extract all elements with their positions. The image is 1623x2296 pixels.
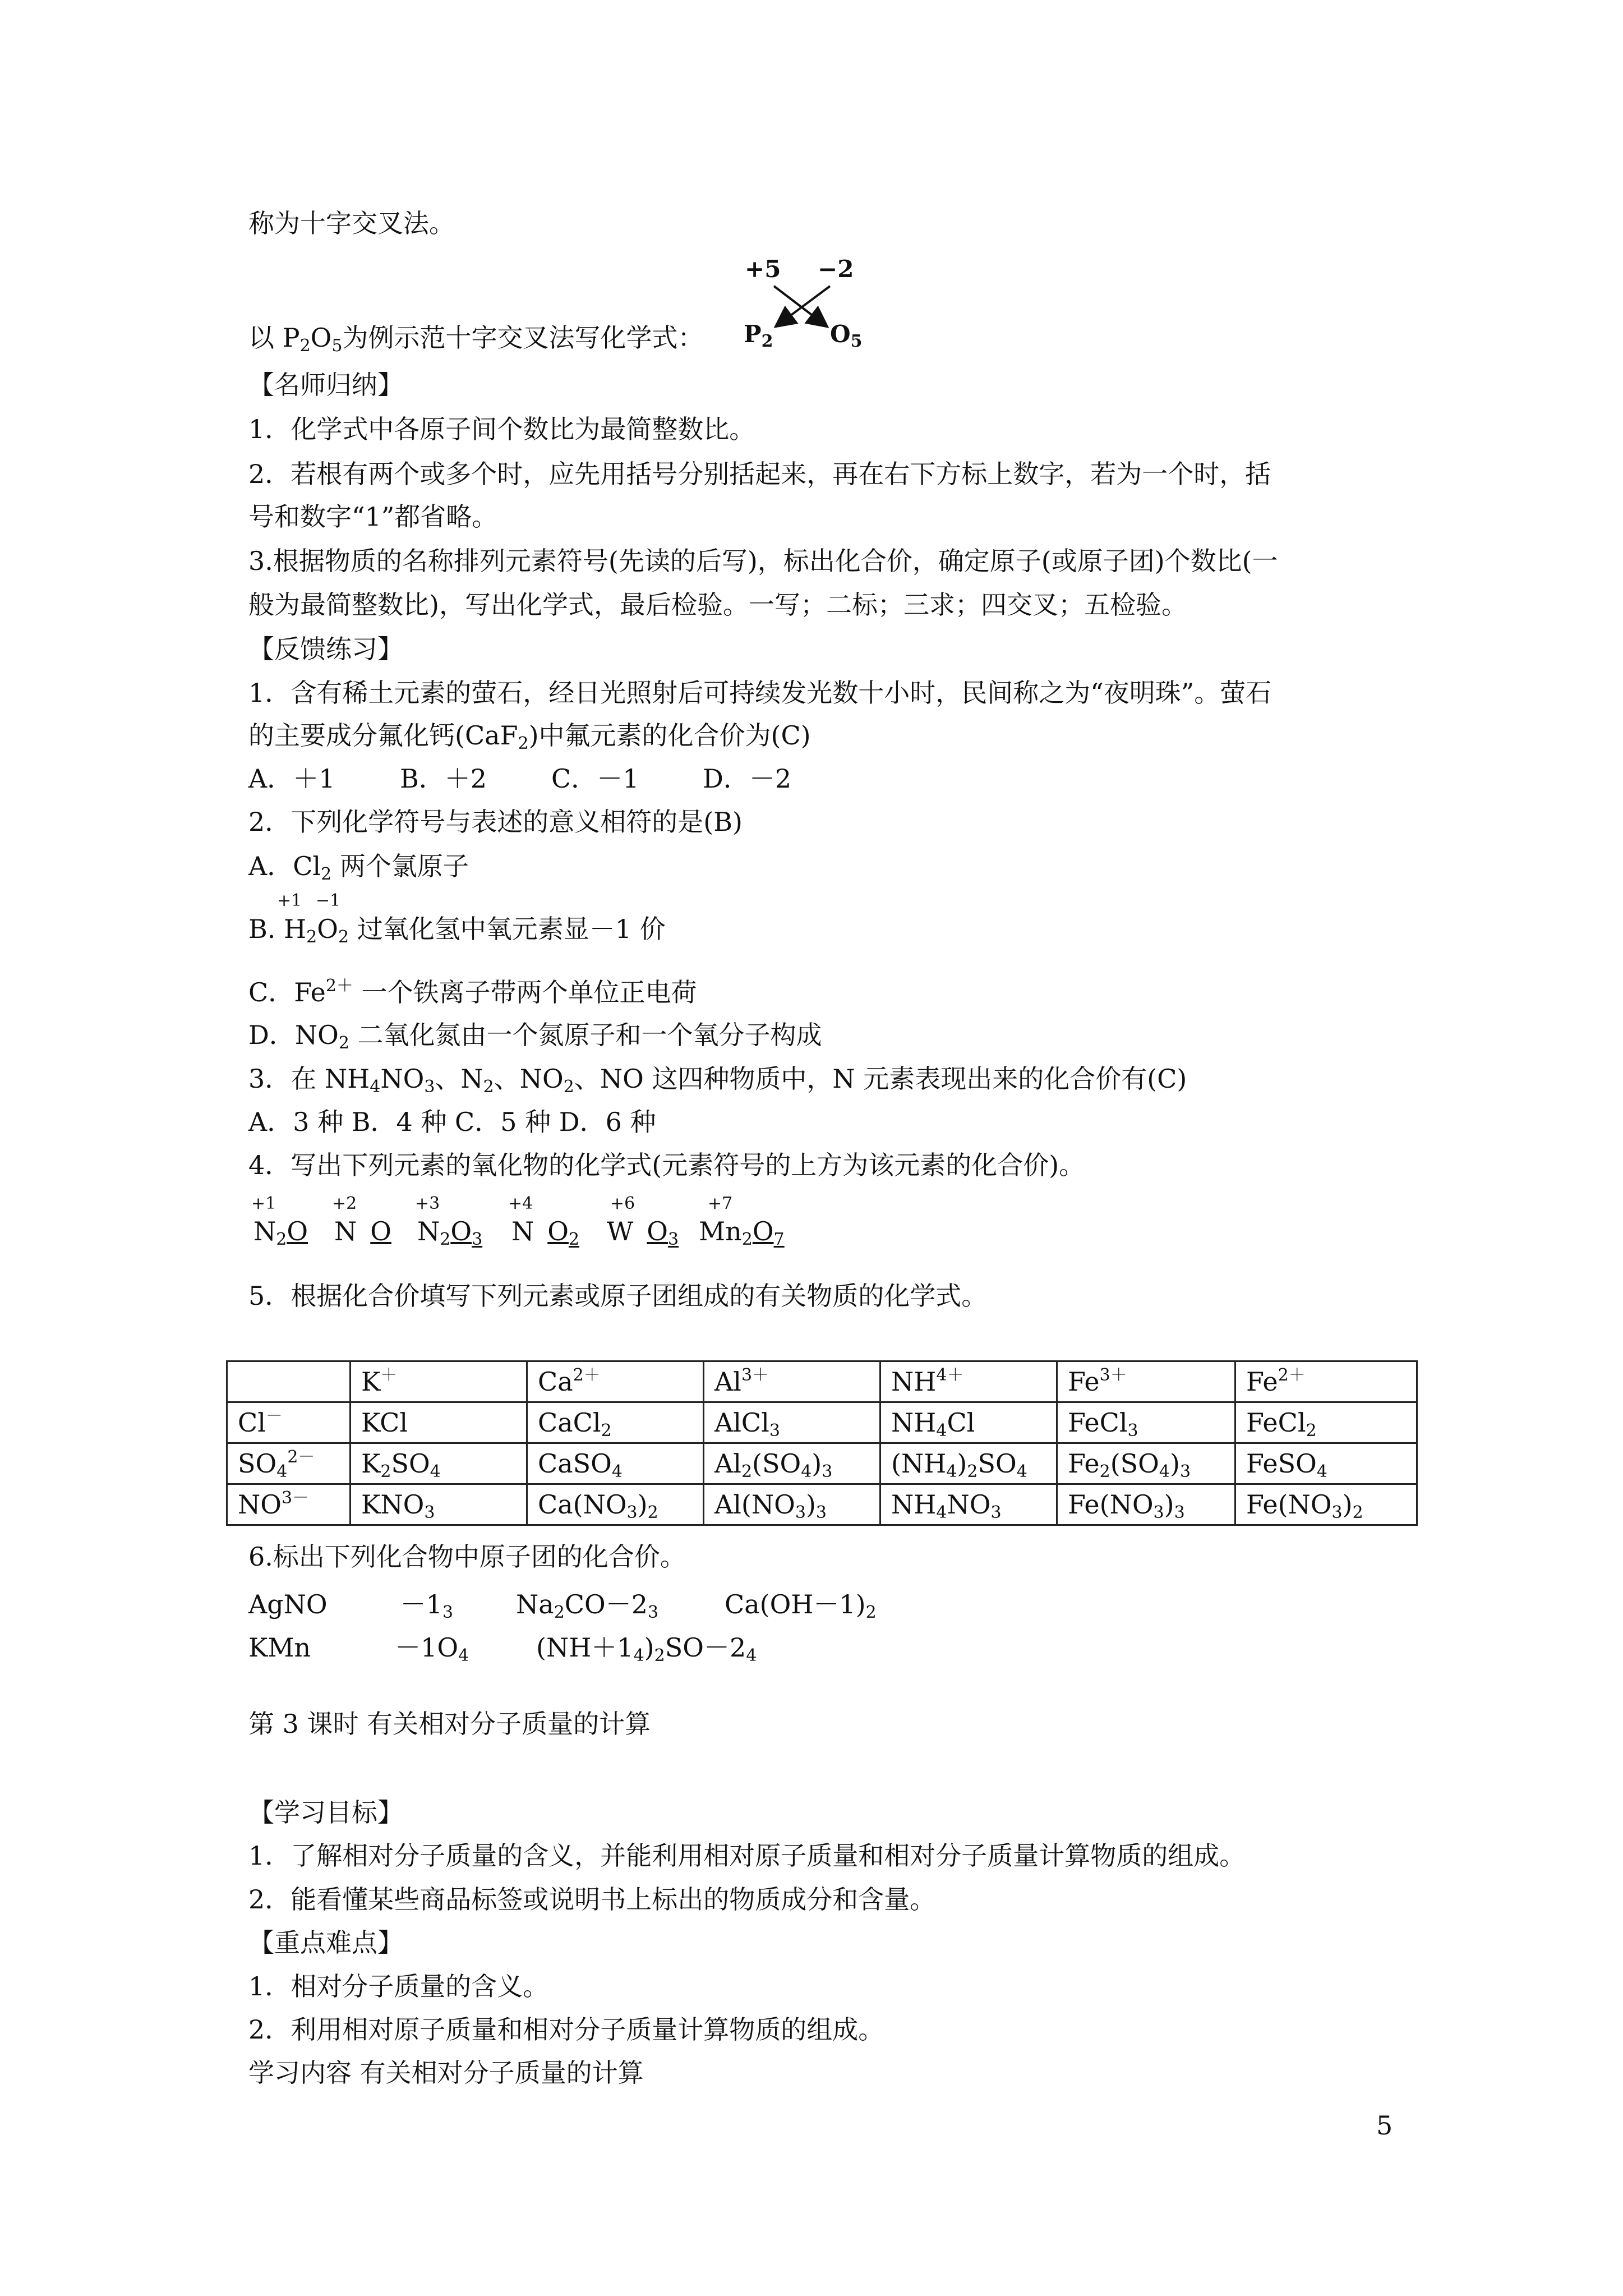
q6-item-caoh2: $Ca(OH-1)_2$ [725, 1589, 877, 1622]
table-cell: AlCl$_3$ [704, 1402, 880, 1443]
summary-item-2b: 号和数字“1”都省略。 [248, 501, 498, 532]
key-point-1: 1．相对分子质量的含义。 [248, 1971, 549, 2001]
question-3: 3．在 $NH_4NO_3$、$N_2$、$NO_2$、NO 这四种物质中，N 元素表现出来的化合价有(C) [248, 1064, 1187, 1097]
q4-formula-4: N $O_2$ [511, 1216, 580, 1249]
table-corner [227, 1361, 351, 1402]
paragraph-example: 以 $P_2O_5$为例示范十字交叉法写化学式： [248, 323, 704, 356]
table-cell: $NH_4NO_3$ [880, 1484, 1057, 1525]
q4-formula-6: $Mn_2O_7$ [699, 1216, 785, 1249]
cross-right-valence: −2 [818, 255, 854, 283]
valence-table [226, 1360, 1418, 1526]
q4-valence-2: +2 [332, 1194, 357, 1213]
lesson-title: 第 3 课时 有关相对分子质量的计算 [248, 1709, 651, 1739]
goal-2: 2．能看懂某些商品标签或说明书上标出的物质成分和含量。 [248, 1884, 936, 1915]
summary-item-2a: 2．若根有两个或多个时，应先用括号分别括起来，再在右下方标上数字，若为一个时，括 [248, 459, 1271, 489]
table-header-row [227, 1361, 1417, 1402]
q4-valence-4: +4 [508, 1194, 533, 1213]
table-cell: CaCl$_2$ [527, 1402, 704, 1443]
cross-diagram [729, 252, 886, 353]
table-cell: $NO^{3-}$ [227, 1484, 351, 1525]
q6-item-kmno4: KMn $-1O_4$ [248, 1632, 469, 1665]
table-cell: $KNO_3$ [351, 1484, 527, 1525]
table-header-cell: $Al^{3+}$ [704, 1361, 880, 1402]
valence-h: +1 [277, 891, 302, 910]
q4-valence-1: +1 [251, 1194, 276, 1213]
summary-item-1: 1．化学式中各原子间个数比为最简整数比。 [248, 414, 755, 444]
table-cell: $K_2SO_4$ [351, 1443, 527, 1484]
question-2-option-a: A．$Cl_2$ 两个氯原子 [248, 851, 469, 884]
question-2: 2．下列化学符号与表述的意义相符的是(B) [248, 807, 743, 837]
question-5: 5．根据化合价填写下列元素或原子团组成的有关物质的化学式。 [248, 1281, 988, 1311]
goal-1: 1．了解相对分子质量的含义，并能利用相对原子质量和相对分子质量计算物质的组成。 [248, 1841, 1246, 1871]
section-heading-practice: 【反馈练习】 [248, 634, 403, 664]
table-cell: $Fe(NO_3)_3$ [1057, 1484, 1235, 1525]
section-heading-goals: 【学习目标】 [248, 1797, 403, 1828]
q6-item-nh4so4: $(NH+1_4)_2SO-2_4$ [536, 1632, 757, 1665]
table-row [227, 1484, 1417, 1525]
table-header-cell: $Fe^{2+}$ [1235, 1361, 1417, 1402]
cross-left-element: $P_2$ [744, 320, 773, 351]
table-cell: FeSO$_4$ [1235, 1443, 1417, 1484]
option-c: C．－1 [551, 763, 639, 794]
question-1-options [248, 762, 854, 795]
question-2-option-d: D．$NO_2$ 二氧化氮由一个氮原子和一个氧分子构成 [248, 1020, 822, 1053]
summary-item-3b: 般为最简整数比)，写出化学式，最后检验。一写；二标；三求；四交叉；五检验。 [248, 590, 1187, 620]
question-6: 6.标出下列化合物中原子团的化合价。 [248, 1542, 686, 1572]
q4-valence-5: +6 [610, 1194, 635, 1213]
valence-o: −1 [316, 891, 341, 910]
q6-item-agno: AgNO $-1_3$ [248, 1589, 454, 1622]
option-d: D．－2 [703, 763, 792, 794]
lesson-content: 学习内容 有关相对分子质量的计算 [248, 2058, 644, 2088]
table-header-cell: $Fe^{3+}$ [1057, 1361, 1235, 1402]
section-heading-key-points: 【重点难点】 [248, 1927, 403, 1958]
q4-formula-3: $N_2O_3$ [417, 1216, 483, 1249]
table-cell: FeCl$_2$ [1235, 1402, 1417, 1443]
question-3-options: A．3 种 B．4 种 C．5 种 D．6 种 [248, 1107, 656, 1137]
table-row [227, 1402, 1417, 1443]
q4-formula-1: $N_2O$ [253, 1216, 308, 1249]
summary-item-3a: 3.根据物质的名称排列元素符号(先读的后写)，标出化合价，确定原子(或原子团)个数比(一 [248, 546, 1278, 576]
cross-left-valence: +5 [745, 255, 781, 283]
table-cell: $SO_4^{2-}$ [227, 1443, 351, 1484]
question-2-option-b: B. $H_2O_2$ 过氧化氢中氧元素显－1 价 [248, 914, 666, 947]
key-point-2: 2．利用相对原子质量和相对分子质量计算物质的组成。 [248, 2014, 884, 2045]
cross-right-element: $O_5$ [830, 320, 863, 351]
table-cell: $(NH_4)_2SO_4$ [880, 1443, 1057, 1484]
question-2-option-c: C．$Fe^{2+}$ 一个铁离子带两个单位正电荷 [248, 976, 697, 1007]
table-header-cell: $Ca^{2+}$ [527, 1361, 704, 1402]
q4-formula-2: N O [334, 1216, 391, 1246]
question-1b: 的主要成分氟化钙(CaF$_2$)中氟元素的化合价为(C) [248, 720, 811, 753]
paragraph-cross-method: 称为十字交叉法。 [248, 208, 455, 238]
question-4: 4．写出下列元素的氧化物的化学式(元素符号的上方为该元素的化合价)。 [248, 1150, 1085, 1180]
table-cell: $Fe(NO_3)_2$ [1235, 1484, 1417, 1525]
question-1a: 1．含有稀土元素的萤石，经日光照射后可持续发光数十小时，民间称之为“夜明珠”。萤石 [248, 678, 1272, 708]
table-cell: $Al_2(SO_4)_3$ [704, 1443, 880, 1484]
page-number: 5 [1376, 2110, 1393, 2141]
table-cell: $Ca(NO_3)_2$ [527, 1484, 704, 1525]
table-cell: FeCl$_3$ [1057, 1402, 1235, 1443]
q6-item-na2co3: $Na_2CO-2_3$ [516, 1589, 659, 1622]
q4-valence-3: +3 [415, 1194, 440, 1213]
option-a: A．＋1 [248, 763, 335, 794]
table-cell: KCl [351, 1402, 527, 1443]
option-b: B．＋2 [400, 763, 487, 794]
table-row [227, 1443, 1417, 1484]
table-cell: Cl－ [227, 1402, 351, 1443]
table-cell: $NH_4Cl$ [880, 1402, 1057, 1443]
q4-valence-6: +7 [708, 1194, 733, 1213]
table-cell: $Fe_2(SO_4)_3$ [1057, 1443, 1235, 1484]
q4-formula-5: W $O_3$ [607, 1216, 679, 1249]
section-heading-summary: 【名师归纳】 [248, 370, 403, 400]
table-header-cell: K＋ [351, 1361, 527, 1402]
table-header-cell: $NH^{4+}$ [880, 1361, 1057, 1402]
table-cell: CaSO$_4$ [527, 1443, 704, 1484]
table-cell: $Al(NO_3)_3$ [704, 1484, 880, 1525]
